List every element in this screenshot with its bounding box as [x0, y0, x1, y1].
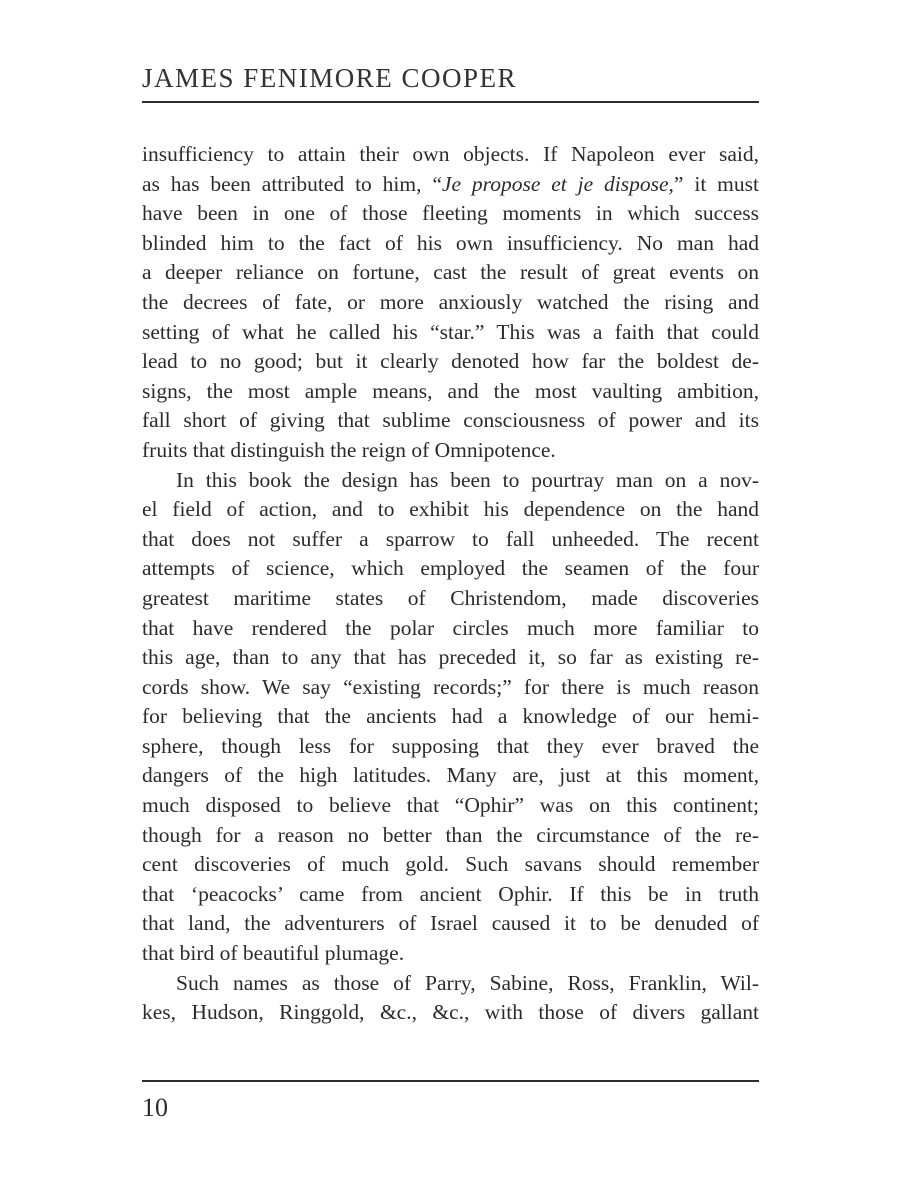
text-line: insufficiency to attain their own objects. If Napoleon ever said,: [142, 142, 759, 166]
text-line: much disposed to believe that “Ophir” was on this continent;: [142, 793, 759, 818]
text-line: this age, than to any that has preceded it, so far as existing re-: [142, 645, 759, 670]
text-line: kes, Hudson, Ringgold, &c., &c., with those of divers gallant: [142, 1000, 759, 1025]
text-line: cords show. We say “existing records;” for there is much reason: [142, 674, 759, 699]
text-line: Such names as those of Parry, Sabine, Ross, Franklin, Wil-: [176, 970, 759, 995]
text-line: sphere, though less for supposing that they ever braved the: [142, 733, 759, 758]
text-line: signs, the most ample means, and the most vaulting ambition,: [142, 378, 759, 403]
text-line: blinded him to the fact of his own insufficiency. No man had: [142, 230, 759, 255]
text-line: that does not suffer a sparrow to fall unheeded. The recent: [142, 526, 759, 551]
text-line: have been in one of those fleeting moments in which success: [142, 201, 759, 226]
running-header: JAMES FENIMORE COOPER: [142, 63, 518, 93]
italic-phrase: Je propose et je dispose: [441, 171, 669, 196]
text-line: that ‘peacocks’ came from ancient Ophir. If this be in truth: [142, 881, 759, 906]
text-line: though for a reason no better than the circumstance of the re-: [142, 822, 759, 847]
text-line: greatest maritime states of Christendom, made discoveries: [142, 585, 759, 610]
text-line: lead to no good; but it clearly denoted how far the boldest de-: [142, 349, 759, 374]
header-rule: [142, 101, 759, 103]
text-line-italic: as has been attributed to him, “Je propose et je dispose,” it must: [142, 171, 759, 196]
footer-rule: [142, 1080, 759, 1082]
text-line: cent discoveries of much gold. Such savans should remember: [142, 852, 759, 877]
text-line: that have rendered the polar circles much more familiar to: [142, 615, 759, 640]
text-line: a deeper reliance on fortune, cast the result of great events on: [142, 260, 759, 285]
text-line: fall short of giving that sublime consciousness of power and its: [142, 408, 759, 433]
text-line: the decrees of fate, or more anxiously watched the rising and: [142, 289, 759, 314]
text-line: el field of action, and to exhibit his dependence on the hand: [142, 497, 759, 522]
page-number: 10: [142, 1093, 168, 1122]
text-line: attempts of science, which employed the seamen of the four: [142, 556, 759, 581]
text-line: In this book the design has been to pourtray man on a nov-: [176, 467, 759, 492]
text-line: that land, the adventurers of Israel caused it to be denuded of: [142, 911, 759, 936]
text-line: for believing that the ancients had a knowledge of our hemi-: [142, 704, 759, 729]
text-line: dangers of the high latitudes. Many are, just at this moment,: [142, 763, 759, 788]
text-line: fruits that distinguish the reign of Omnipotence.: [142, 437, 556, 462]
text-line: that bird of beautiful plumage.: [142, 941, 405, 966]
body-text: [142, 140, 759, 1028]
text-line: setting of what he called his “star.” This was a faith that could: [142, 319, 759, 344]
